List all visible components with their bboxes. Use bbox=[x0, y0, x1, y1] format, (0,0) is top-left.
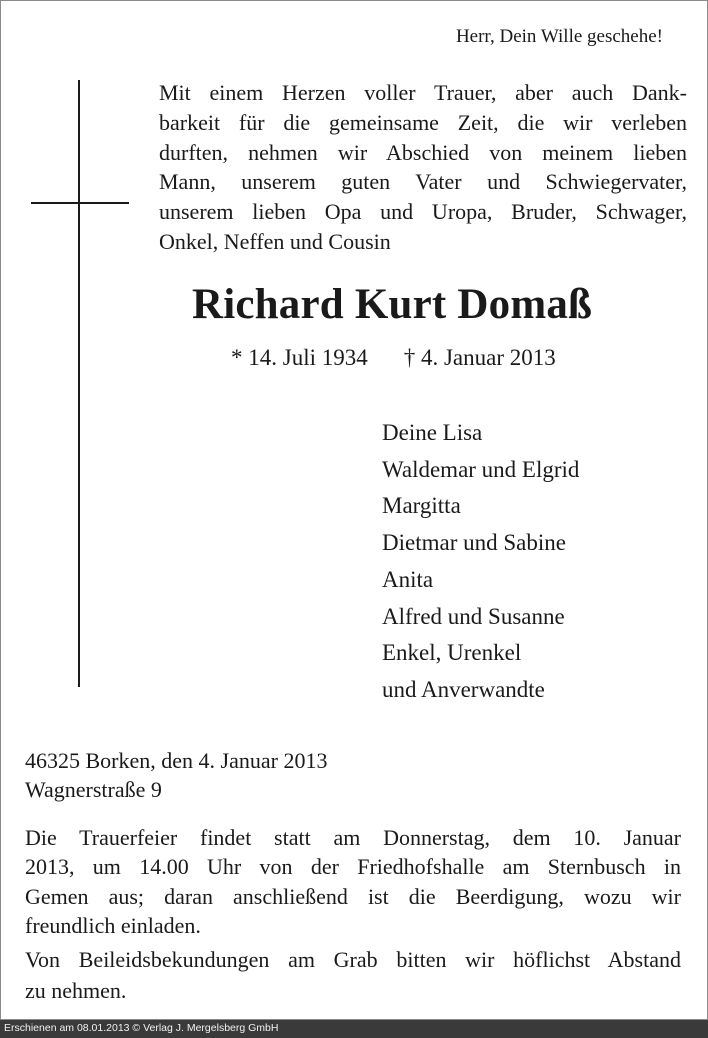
cross-bar bbox=[31, 202, 129, 204]
city-date: 46325 Borken, den 4. Januar 2013 bbox=[25, 748, 328, 773]
footer-text: Erschienen am 08.01.2013 © Verlag J. Mergelsberg GmbH bbox=[4, 1022, 279, 1034]
mourner: Dietmar und Sabine bbox=[382, 530, 566, 556]
motto: Herr, Dein Wille geschehe! bbox=[455, 26, 663, 47]
mourner: Alfred und Susanne bbox=[382, 603, 565, 629]
service-line: freundlich einladen. bbox=[25, 913, 201, 939]
condolence-line: Von Beileidsbekundungen am Grab bitten wir höflichst Abstand bbox=[25, 947, 681, 972]
street-address: Wagnerstraße 9 bbox=[25, 777, 162, 802]
service-line: 2013, um 14.00 Uhr von der Friedhofshalle am Sternbusch in bbox=[25, 854, 681, 880]
mourners-list bbox=[382, 415, 579, 709]
place-address bbox=[25, 746, 327, 804]
mourner: Deine Lisa bbox=[382, 420, 483, 445]
death-date: † 4. Januar 2013 bbox=[403, 345, 556, 370]
cross-icon bbox=[78, 80, 80, 687]
mourner: Enkel, Urenkel bbox=[382, 640, 522, 666]
intro-line: barkeit für die gemeinsame Zeit, die wir verleben bbox=[159, 109, 687, 135]
publication-footer bbox=[0, 1020, 708, 1038]
intro-line: Onkel, Neffen und Cousin bbox=[159, 228, 391, 254]
condolence-text bbox=[25, 944, 681, 1006]
intro-line: unserem lieben Opa und Uropa, Bruder, Schwager, bbox=[159, 199, 687, 225]
service-text bbox=[25, 823, 681, 941]
intro-text bbox=[159, 78, 687, 257]
condolence-line: zu nehmen. bbox=[25, 978, 127, 1003]
mourner: Margitta bbox=[382, 493, 461, 519]
mourner: Anita bbox=[382, 566, 434, 592]
mourner: und Anverwandte bbox=[382, 676, 545, 702]
birth-date: * 14. Juli 1934 bbox=[231, 345, 368, 370]
life-dates bbox=[231, 345, 556, 371]
mourner: Waldemar und Elgrid bbox=[382, 456, 580, 482]
intro-line: durften, nehmen wir Abschied von meinem lieben bbox=[159, 139, 687, 165]
intro-line: Mann, unserem guten Vater und Schwiegervater, bbox=[159, 169, 687, 195]
deceased-name: Richard Kurt Domaß bbox=[192, 281, 593, 328]
service-line: Gemen aus; daran anschließend ist die Beerdigung, wozu wir bbox=[25, 883, 681, 909]
intro-line: Mit einem Herzen voller Trauer, aber auch Dank- bbox=[159, 80, 687, 105]
service-line: Die Trauerfeier findet statt am Donnerstag, dem 10. Januar bbox=[25, 825, 681, 850]
